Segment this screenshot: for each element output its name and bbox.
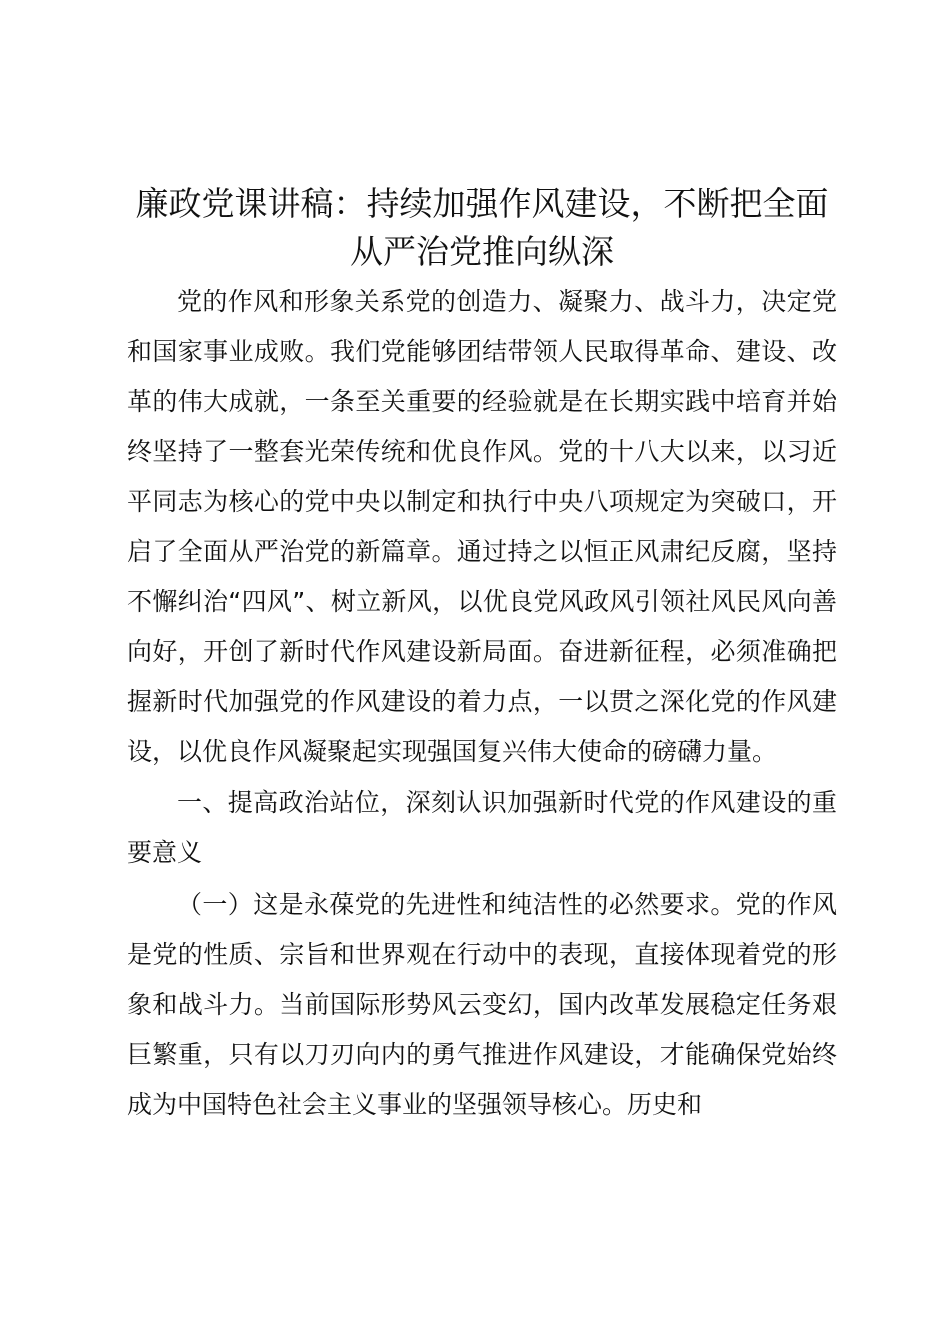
- intro-paragraph: 党的作风和形象关系党的创造力、凝聚力、战斗力，决定党和国家事业成败。我们党能够团结带领人民取得革命、建设、改革的伟大成就，一条至关重要的经验就是在长期实践中培育并始终坚持了一整套光荣传统和优良作风。党的十八大以来，以习近平同志为核心的党中央以制定和执行中央八项规定为突破口，开启了全面从严治党的新篇章。通过持之以恒正风肃纪反腐，坚持不懈纠治“四风”、树立新风，以优良党风政风引领社风民风向善向好，开创了新时代作风建设新局面。奋进新征程，必须准确把握新时代加强党的作风建设的着力点，一以贯之深化党的作风建设，以优良作风凝聚起实现强国复兴伟大使命的磅礴力量。: [127, 287, 837, 766]
- document-title: 廉政党课讲稿：持续加强作风建设，不断把全面从严治党推向纵深: [135, 184, 829, 271]
- subsection-paragraph: （一）这是永葆党的先进性和纯洁性的必然要求。党的作风是党的性质、宗旨和世界观在行动中的表现，直接体现着党的形象和战斗力。当前国际形势风云变幻，国内改革发展稳定任务艰巨繁重，只有以刀刃向内的勇气推进作风建设，才能确保党始终成为中国特色社会主义事业的坚强领导核心。历史和: [127, 890, 837, 1119]
- section-heading: 一、提高政治站位，深刻认识加强新时代党的作风建设的重要意义: [127, 788, 837, 867]
- document-body: [127, 180, 837, 1130]
